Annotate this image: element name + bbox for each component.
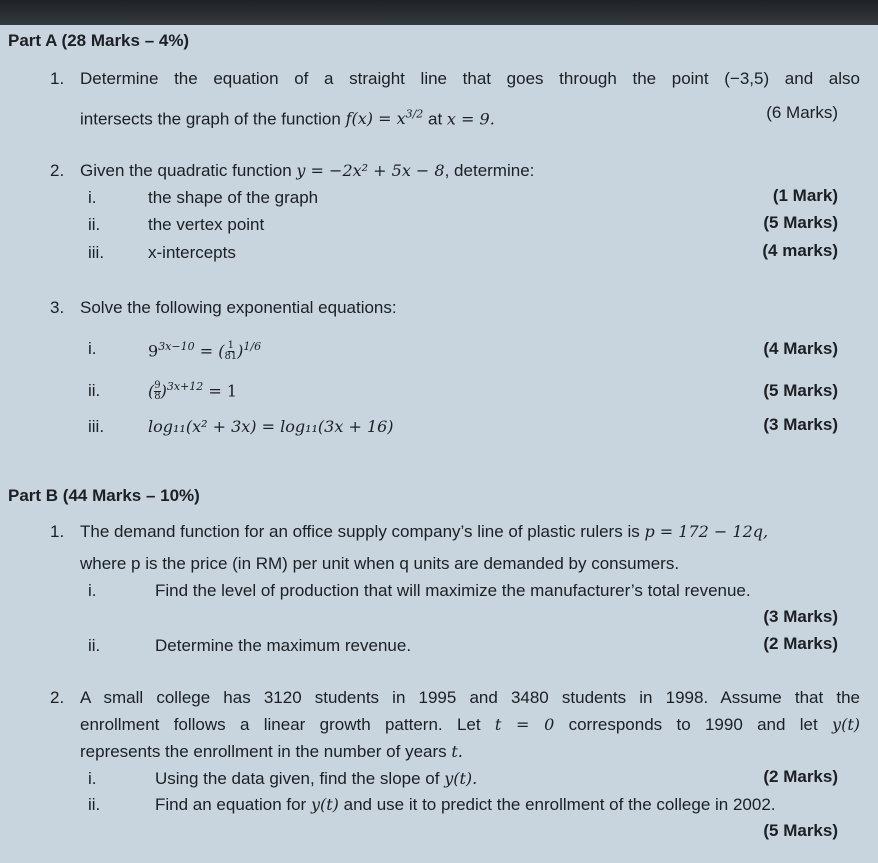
a-q1-marks: (6 Marks)	[766, 103, 838, 122]
equals: =	[194, 341, 219, 361]
part-a-title: Part A (28 Marks – 4%)	[8, 31, 190, 50]
a-q3-iii-roman: iii.	[88, 417, 105, 436]
a-q3-number: 3.	[50, 298, 65, 317]
q2-pre: Given the quadratic function	[80, 161, 297, 180]
y-of-t: y(t)	[310, 795, 339, 814]
a-q1-text: intersects the graph of the function	[80, 109, 346, 129]
a-q2-i-marks: (1 Mark)	[772, 186, 838, 205]
a-q3-i-marks: (4 Marks)	[763, 339, 838, 358]
a-q2-text	[80, 160, 534, 182]
b-q1-i-text: Find the level of production that will maximize the manufacturer’s total revenue.	[155, 581, 751, 600]
at-text: at	[423, 109, 447, 129]
a-q1-line2	[80, 104, 495, 130]
t-var: t.	[451, 742, 463, 761]
x-value: x = 9.	[446, 109, 495, 129]
function-base: f(x) = x	[345, 109, 406, 129]
q2-post: , determine:	[444, 161, 535, 180]
a-q2-ii-roman: ii.	[88, 215, 101, 234]
b-q1-line2: where p is the price (in RM) per unit when q units are demanded by consumers.	[80, 554, 680, 573]
y-of-t: y(t)	[832, 715, 860, 734]
a-q2-iii-roman: iii.	[88, 243, 105, 262]
b-q2-i-roman: i.	[88, 769, 97, 788]
text: and use it to predict the enrollment of the college in 2002.	[338, 795, 776, 814]
a-q3-i-roman: i.	[88, 339, 97, 358]
exponent: 3x+12	[166, 380, 204, 393]
function-exponent: 3/2	[405, 108, 424, 121]
b-q2-number: 2.	[50, 688, 65, 707]
b-q1-line1	[80, 521, 768, 543]
denominator: 8	[154, 391, 161, 403]
a-q3-ii-roman: ii.	[88, 381, 101, 400]
screen-top-bezel	[0, 0, 878, 25]
a-q3-text: Solve the following exponential equations:	[80, 298, 397, 317]
text: Using the data given, find the slope of	[155, 769, 445, 788]
b-q2-ii-roman: ii.	[88, 795, 101, 814]
text: represents the enrollment in the number of years	[80, 742, 452, 761]
b-q1-ii-roman: ii.	[88, 636, 101, 655]
numerator: 9	[154, 380, 161, 392]
a-q2-iii-marks: (4 marks)	[762, 241, 838, 260]
a-q2-ii-text: the vertex point	[148, 215, 265, 234]
b-q1-i-marks: (3 Marks)	[763, 607, 838, 626]
text: corresponds to 1990 and let	[554, 715, 833, 734]
text: Find an equation for	[155, 795, 311, 814]
a-q1-number: 1.	[50, 69, 65, 88]
fraction	[154, 381, 160, 402]
b-q1-i-roman: i.	[88, 581, 97, 600]
a-q1-function	[346, 109, 424, 128]
a-q3-ii-marks: (5 Marks)	[763, 381, 838, 400]
b-q1-number: 1.	[50, 522, 65, 541]
text: enrollment follows a linear growth pattern. Let	[80, 715, 495, 734]
a-q3-iii-marks: (3 Marks)	[763, 415, 838, 434]
denominator: 81	[224, 351, 238, 363]
b-q2-ii-text	[155, 794, 776, 816]
b-q2-ii-marks: (5 Marks)	[763, 821, 838, 840]
a-q3-i-equation: $9^{3x-10}$ = ( $\frac{1}{81}$ )$^{1/6}$	[148, 340, 262, 363]
a-q2-i-roman: i.	[88, 188, 97, 207]
a-q3-iii-equation: log₁₁(x² + 3x) = log₁₁(3x + 16)	[148, 417, 394, 436]
demand-equation: p = 172 − 12q,	[644, 522, 769, 541]
b-q2-line3	[80, 741, 463, 763]
numerator: 1	[227, 340, 234, 352]
part-b-title: Part B (44 Marks – 10%)	[8, 486, 200, 505]
fraction	[224, 341, 237, 362]
b-q2-i-text	[155, 768, 477, 790]
y-of-t: y(t).	[444, 769, 478, 788]
base: 9	[148, 341, 159, 361]
a-q3-ii-equation: ( $\frac{9}{8}$ )$^{3x+12}$ = 1	[148, 380, 238, 403]
t-zero: t = 0	[494, 715, 555, 734]
a-q2-ii-marks: (5 Marks)	[763, 213, 838, 232]
b-q1-ii-text: Determine the maximum revenue.	[155, 636, 412, 655]
q2-equation: y = −2x² + 5x − 8	[296, 161, 445, 180]
outer-exponent: 1/6	[243, 340, 262, 353]
b-q2-line2	[80, 714, 860, 736]
a-q2-number: 2.	[50, 161, 65, 180]
a-q2-iii-text: x-intercepts	[148, 243, 236, 262]
b-q2-line1: A small college has 3120 students in 1995 and 3480 students in 1998. Assume that the	[80, 688, 860, 707]
exponent: 3x−10	[158, 340, 195, 353]
b-q1-ii-marks: (2 Marks)	[763, 634, 838, 653]
b-q2-i-marks: (2 Marks)	[763, 767, 838, 786]
rhs: = 1	[203, 381, 238, 401]
a-q2-i-text: the shape of the graph	[148, 188, 319, 207]
b-q1-text: The demand function for an office supply company’s line of plastic rulers is	[80, 522, 645, 541]
a-q1-line1: Determine the equation of a straight line that goes through the point (−3,5) and also	[80, 69, 860, 88]
